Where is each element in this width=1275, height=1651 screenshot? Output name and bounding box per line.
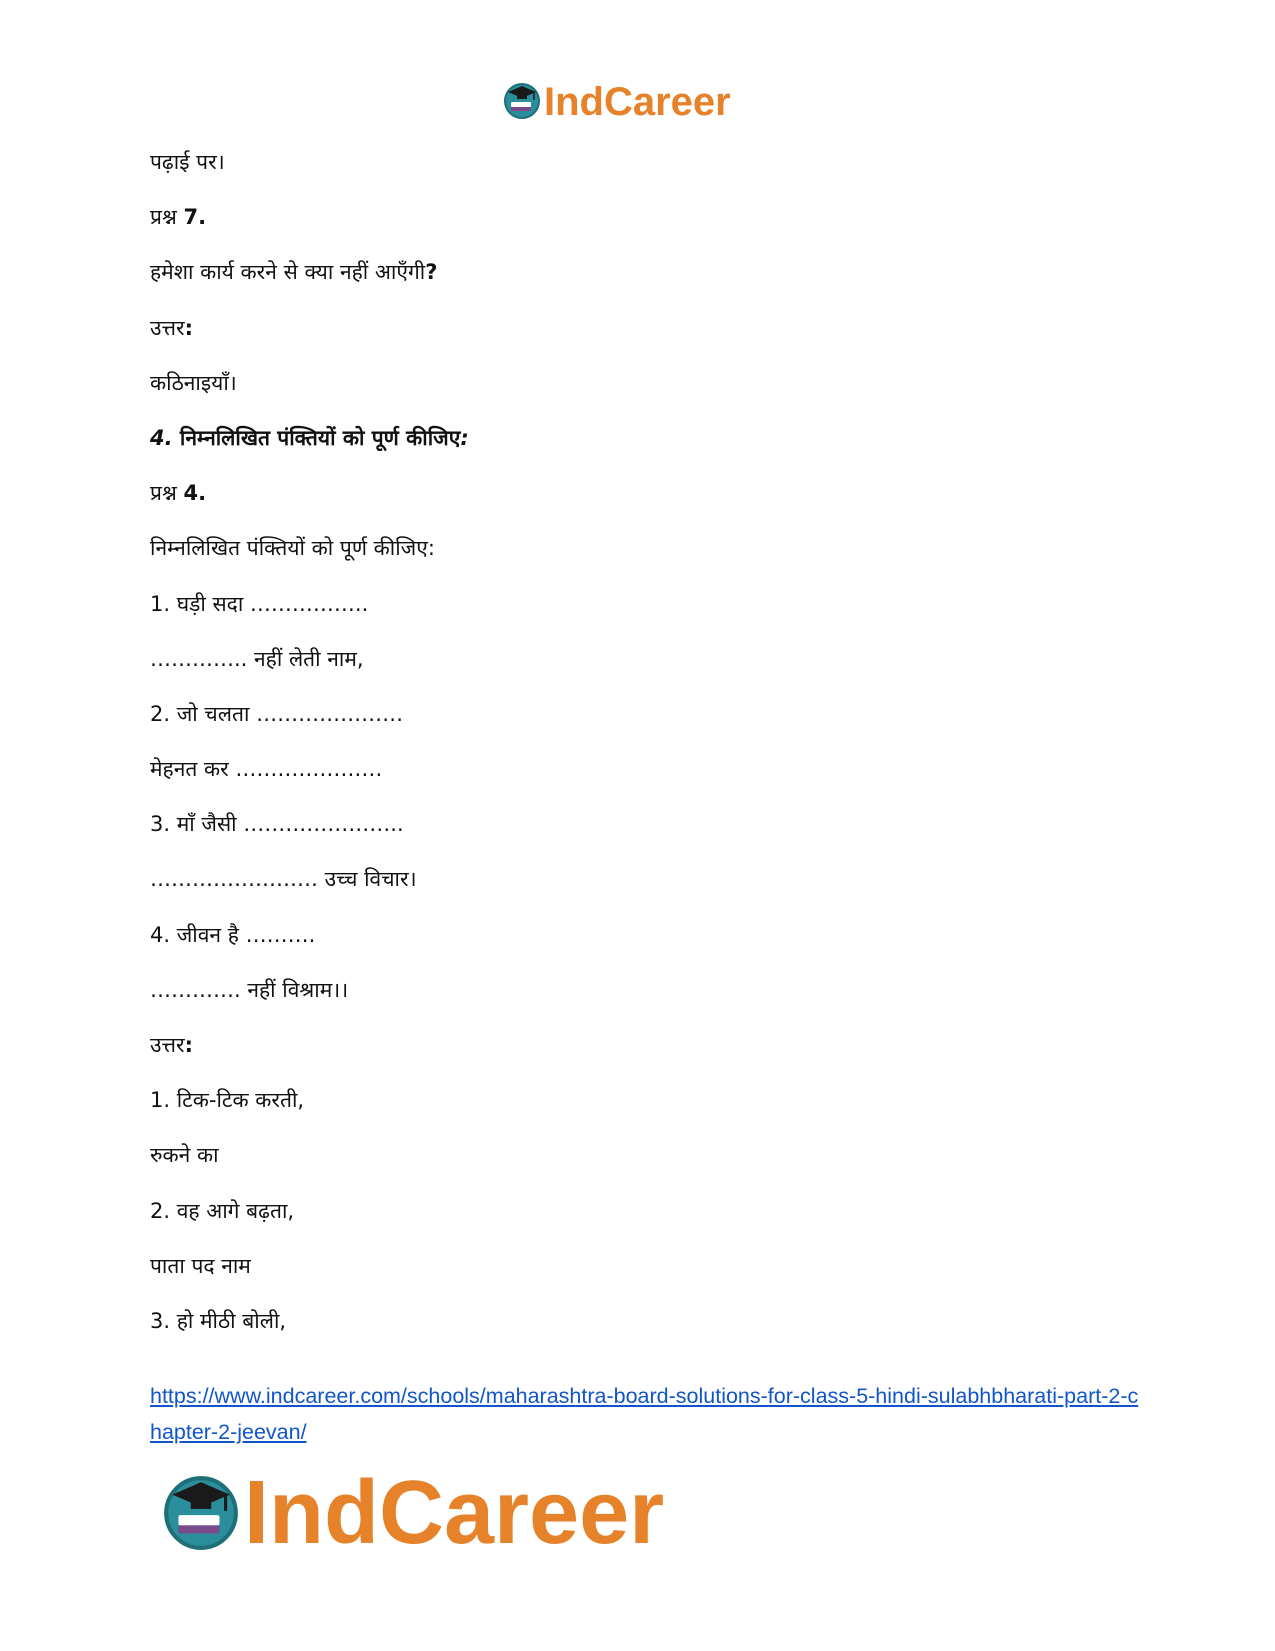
section-heading: [150, 416, 1150, 471]
question-mark: ?: [425, 260, 438, 285]
fill-blank-line: 4. जीवन है ……….: [150, 922, 316, 947]
fill-blank-line: मेहनत कर …………………: [150, 757, 383, 782]
answer-text: कठिनाइयाँ।: [150, 370, 237, 395]
logo-wordmark: IndCareer: [544, 80, 731, 124]
fill-blank-line: …………………… उच्च विचार।: [150, 867, 417, 892]
question-heading: [150, 195, 1150, 250]
answer-line: रुकने का: [150, 1143, 219, 1168]
section-number: 4.: [150, 425, 173, 450]
fill-blank-line: 2. जो चलता …………………: [150, 701, 404, 726]
fill-blank-line: ………….. नहीं लेती नाम,: [150, 646, 364, 671]
answer-heading: [150, 306, 1150, 361]
question-text: [150, 250, 1150, 305]
question-text: निम्नलिखित पंक्तियों को पूर्ण कीजिए:: [150, 536, 435, 561]
answer-colon: :: [184, 315, 194, 340]
graduation-globe-icon: [160, 1470, 242, 1556]
indcareer-logo-footer: [160, 1463, 665, 1563]
indcareer-logo-header: [502, 80, 731, 124]
section-colon: :: [460, 425, 469, 450]
question-label: प्रश्न: [150, 205, 177, 230]
section-title: निम्नलिखित पंक्तियों को पूर्ण कीजिए: [172, 425, 461, 450]
document-body: [150, 140, 1150, 1354]
question-number: 4.: [183, 481, 207, 506]
fill-blank-line: 1. घड़ी सदा ……………..: [150, 591, 369, 616]
fill-blank-line: 3. माँ जैसी …………………..: [150, 812, 404, 837]
answer-line: 2. वह आगे बढ़ता,: [150, 1198, 295, 1223]
logo-wordmark: IndCareer: [244, 1463, 665, 1563]
fill-blank-line: …………. नहीं विश्राम।।: [150, 977, 349, 1002]
text-line: पढ़ाई पर।: [150, 150, 225, 174]
question-number: 7.: [183, 205, 207, 230]
answer-label: उत्तर: [150, 1033, 185, 1057]
answer-line: 1. टिक-टिक करती,: [150, 1088, 305, 1113]
answer-label: उत्तर: [150, 315, 185, 340]
source-url-link[interactable]: https://www.indcareer.com/schools/maharashtra-board-solutions-for-class-5-hindi-sulabhbharati-part-2-chapter-2-jeevan/: [150, 1384, 1139, 1444]
question-label: प्रश्न: [150, 481, 177, 506]
question-heading: [150, 471, 1150, 526]
question-text-main: हमेशा कार्य करने से क्या नहीं आएँगी: [150, 260, 426, 285]
answer-line: पाता पद नाम: [150, 1253, 251, 1278]
answer-line: 3. हो मीठी बोली,: [150, 1308, 287, 1333]
answer-heading: [150, 1023, 1150, 1078]
graduation-globe-icon: [502, 80, 542, 124]
answer-colon: :: [184, 1033, 194, 1057]
